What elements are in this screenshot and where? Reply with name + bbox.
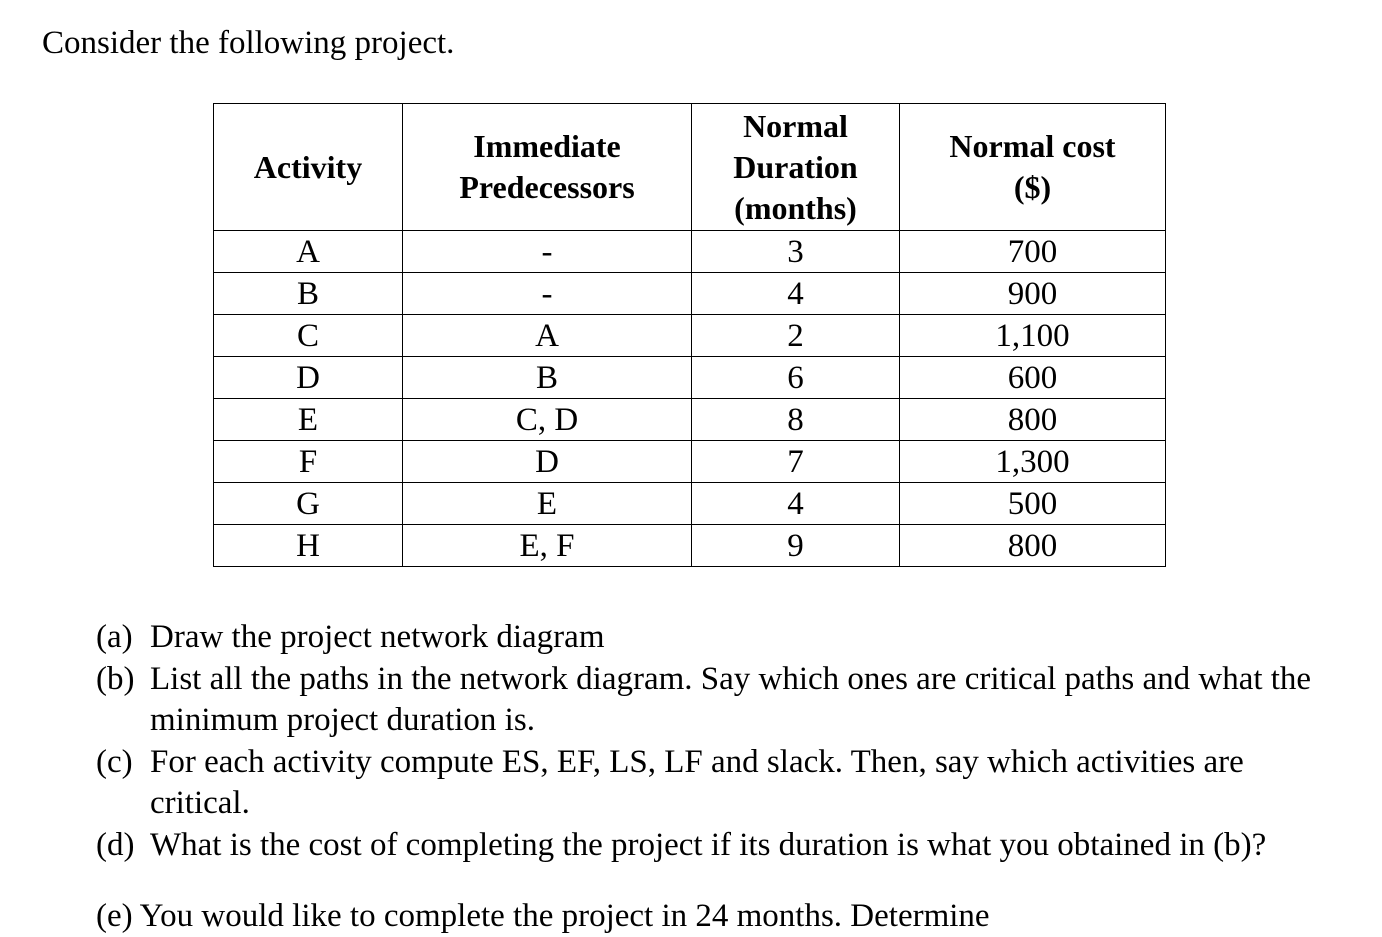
question-item (96, 825, 1326, 867)
table-row (214, 399, 1166, 441)
predecessors-cell: A (403, 315, 692, 357)
intro-text: Consider the following project. (42, 25, 455, 61)
cost-cell: 800 (900, 399, 1166, 441)
cost-cell: 800 (900, 525, 1166, 567)
table-row (214, 441, 1166, 483)
question-marker: (d) (96, 826, 135, 863)
header-immediate-predecessors: Immediate Predecessors (403, 104, 692, 231)
duration-cell: 4 (692, 483, 900, 525)
question-marker: (b) (96, 660, 135, 697)
table-row (214, 525, 1166, 567)
duration-cell: 2 (692, 315, 900, 357)
table-row (214, 483, 1166, 525)
question-item (96, 659, 1326, 742)
activity-cell: H (214, 525, 403, 567)
duration-cell: 4 (692, 273, 900, 315)
cost-cell: 700 (900, 231, 1166, 273)
cost-cell: 600 (900, 357, 1166, 399)
duration-cell: 6 (692, 357, 900, 399)
header-normal-cost: Normal cost ($) (900, 104, 1166, 231)
duration-cell: 3 (692, 231, 900, 273)
table-header-row (214, 104, 1166, 231)
activity-cell: F (214, 441, 403, 483)
activity-cell: C (214, 315, 403, 357)
duration-cell: 9 (692, 525, 900, 567)
table-body (214, 231, 1166, 567)
question-text: List all the paths in the network diagram. Say which ones are critical paths and what the minimum project duration is. (150, 660, 1312, 738)
duration-cell: 7 (692, 441, 900, 483)
table-row (214, 273, 1166, 315)
activity-cell: E (214, 399, 403, 441)
table-row (214, 315, 1166, 357)
question-text: Draw the project network diagram (150, 619, 605, 655)
header-activity: Activity (214, 104, 403, 231)
cost-cell: 1,300 (900, 441, 1166, 483)
cost-cell: 900 (900, 273, 1166, 315)
predecessors-cell: B (403, 357, 692, 399)
predecessors-cell: - (403, 231, 692, 273)
table-row (214, 357, 1166, 399)
question-list (96, 617, 1326, 866)
predecessors-cell: C, D (403, 399, 692, 441)
predecessors-cell: E (403, 483, 692, 525)
cutoff-text: (e) You would like to complete the project in 24 months. Determine (96, 898, 990, 934)
activity-cell: A (214, 231, 403, 273)
header-normal-duration: Normal Duration (months) (692, 104, 900, 231)
table-row (214, 231, 1166, 273)
duration-cell: 8 (692, 399, 900, 441)
question-text: For each activity compute ES, EF, LS, LF and slack. Then, say which activities are critical. (150, 743, 1244, 821)
predecessors-cell: E, F (403, 525, 692, 567)
predecessors-cell: - (403, 273, 692, 315)
predecessors-cell: D (403, 441, 692, 483)
cost-cell: 500 (900, 483, 1166, 525)
activity-cell: D (214, 357, 403, 399)
activity-cell: B (214, 273, 403, 315)
cost-cell: 1,100 (900, 315, 1166, 357)
activity-cell: G (214, 483, 403, 525)
question-marker: (c) (96, 743, 133, 780)
question-text: What is the cost of completing the project if its duration is what you obtained in (b)? (150, 826, 1267, 863)
question-item (96, 617, 1326, 659)
question-item (96, 742, 1326, 825)
question-marker: (a) (96, 619, 133, 655)
project-activity-table (213, 103, 1166, 567)
